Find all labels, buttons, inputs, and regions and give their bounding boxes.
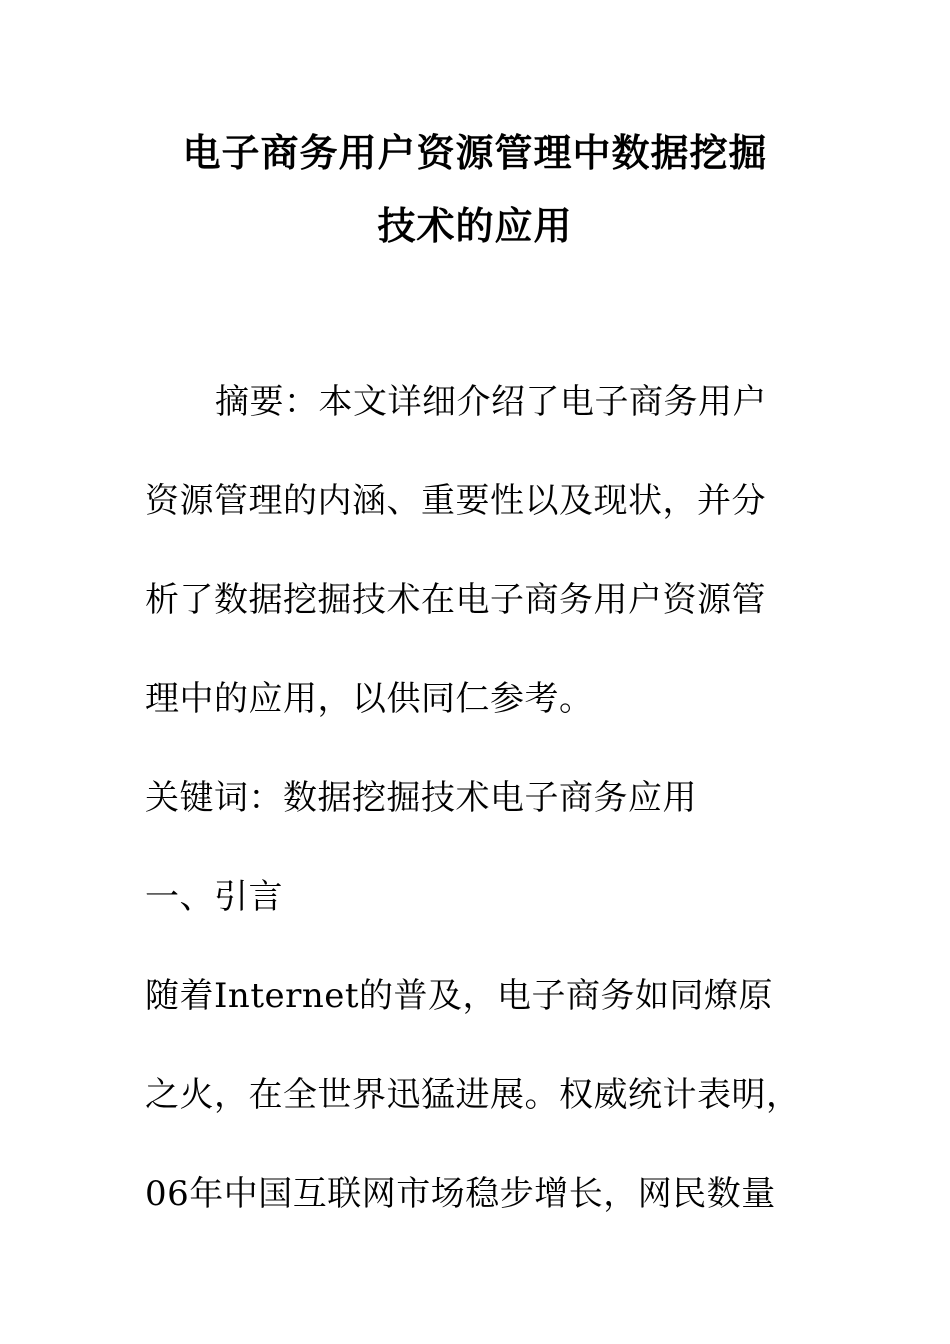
keywords-line: 关键词：数据挖掘技术电子商务应用 (145, 778, 697, 818)
abstract-line-3: 析了数据挖掘技术在电子商务用户资源管 (145, 580, 766, 620)
abstract-line-4: 理中的应用，以供同仁参考。 (145, 679, 594, 719)
section-heading-introduction: 一、引言 (145, 877, 283, 917)
abstract-line-1: 摘要：本文详细介绍了电子商务用户 (215, 382, 767, 422)
abstract-line-2: 资源管理的内涵、重要性以及现状，并分 (145, 481, 766, 521)
document-title-line-2: 技术的应用 (377, 204, 573, 248)
body-line-3: 06年中国互联网市场稳步增长，网民数量 (145, 1174, 776, 1214)
body-line-2: 之火，在全世界迅猛进展。权威统计表明， (145, 1075, 801, 1115)
body-line-1: 随着Internet的普及，电子商务如同燎原 (145, 976, 774, 1016)
document-title-line-1: 电子商务用户资源管理中数据挖掘 (182, 131, 768, 175)
